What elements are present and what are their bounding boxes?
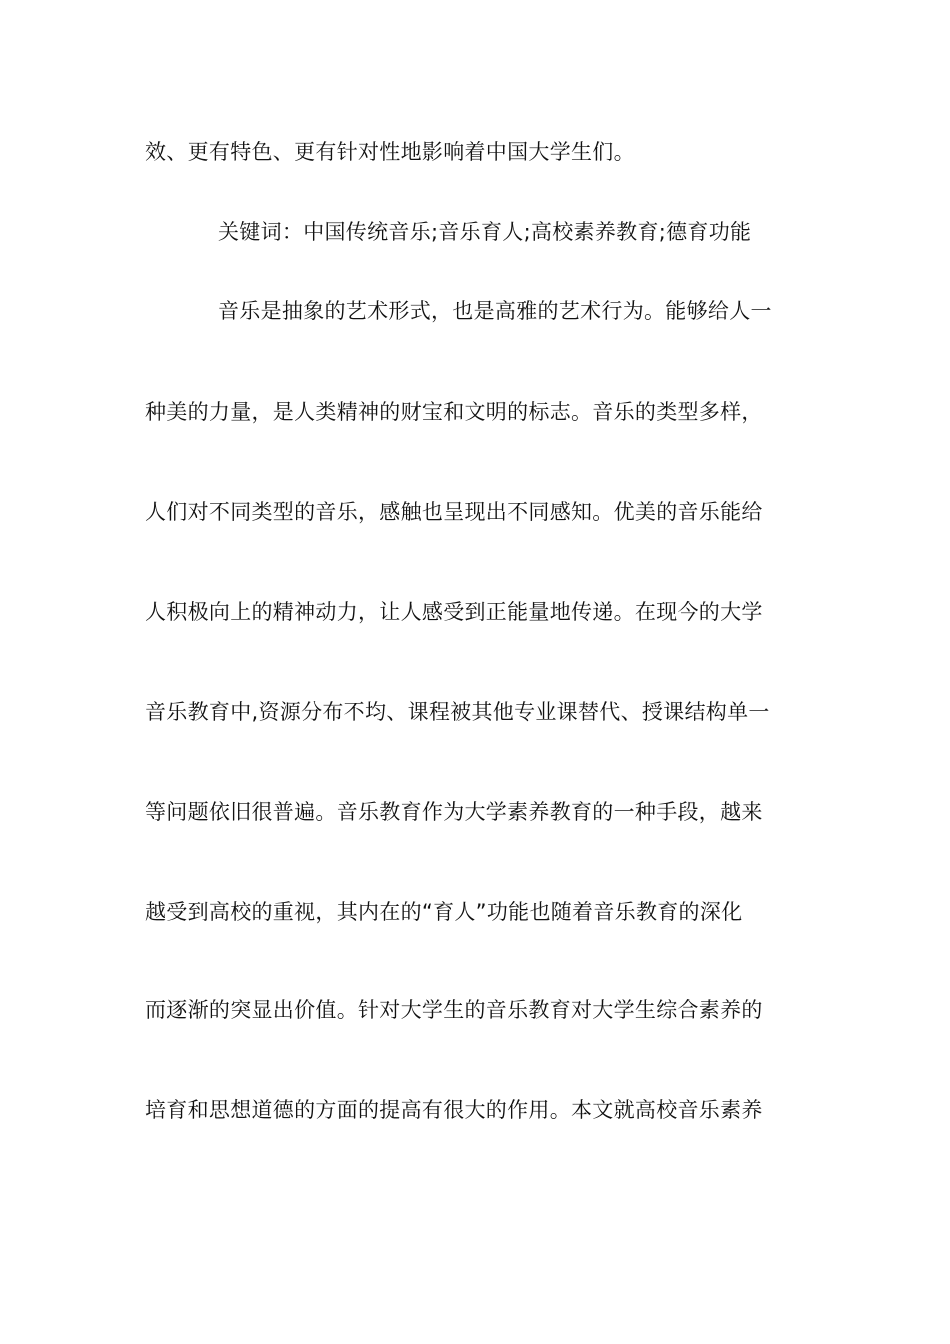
- paragraph-line: 等问题依旧很普遍。音乐教育作为大学素养教育的一种手段，越来: [145, 800, 763, 824]
- text-line-abstract-end: 效、更有特色、更有针对性地影响着中国大学生们。: [145, 140, 635, 164]
- paragraph-line: 音乐是抽象的艺术形式，也是高雅的艺术行为。能够给人一: [218, 299, 772, 323]
- keywords-line: 关键词：中国传统音乐;音乐育人;高校素养教育;德育功能: [218, 220, 752, 244]
- paragraph-line: 培育和思想道德的方面的提高有很大的作用。本文就高校音乐素养: [145, 1098, 763, 1122]
- paragraph-line: 音乐教育中,资源分布不均、课程被其他专业课替代、授课结构单一: [145, 700, 770, 724]
- paragraph-line: 越受到高校的重视，其内在的“育人”功能也随着音乐教育的深化: [145, 900, 743, 924]
- paragraph-line: 人积极向上的精神动力，让人感受到正能量地传递。在现今的大学: [145, 600, 763, 624]
- paragraph-line: 种美的力量，是人类精神的财宝和文明的标志。音乐的类型多样，: [145, 400, 763, 424]
- paragraph-line: 人们对不同类型的音乐，感触也呈现出不同感知。优美的音乐能给: [145, 500, 763, 524]
- paragraph-line: 而逐渐的突显出价值。针对大学生的音乐教育对大学生综合素养的: [145, 998, 763, 1022]
